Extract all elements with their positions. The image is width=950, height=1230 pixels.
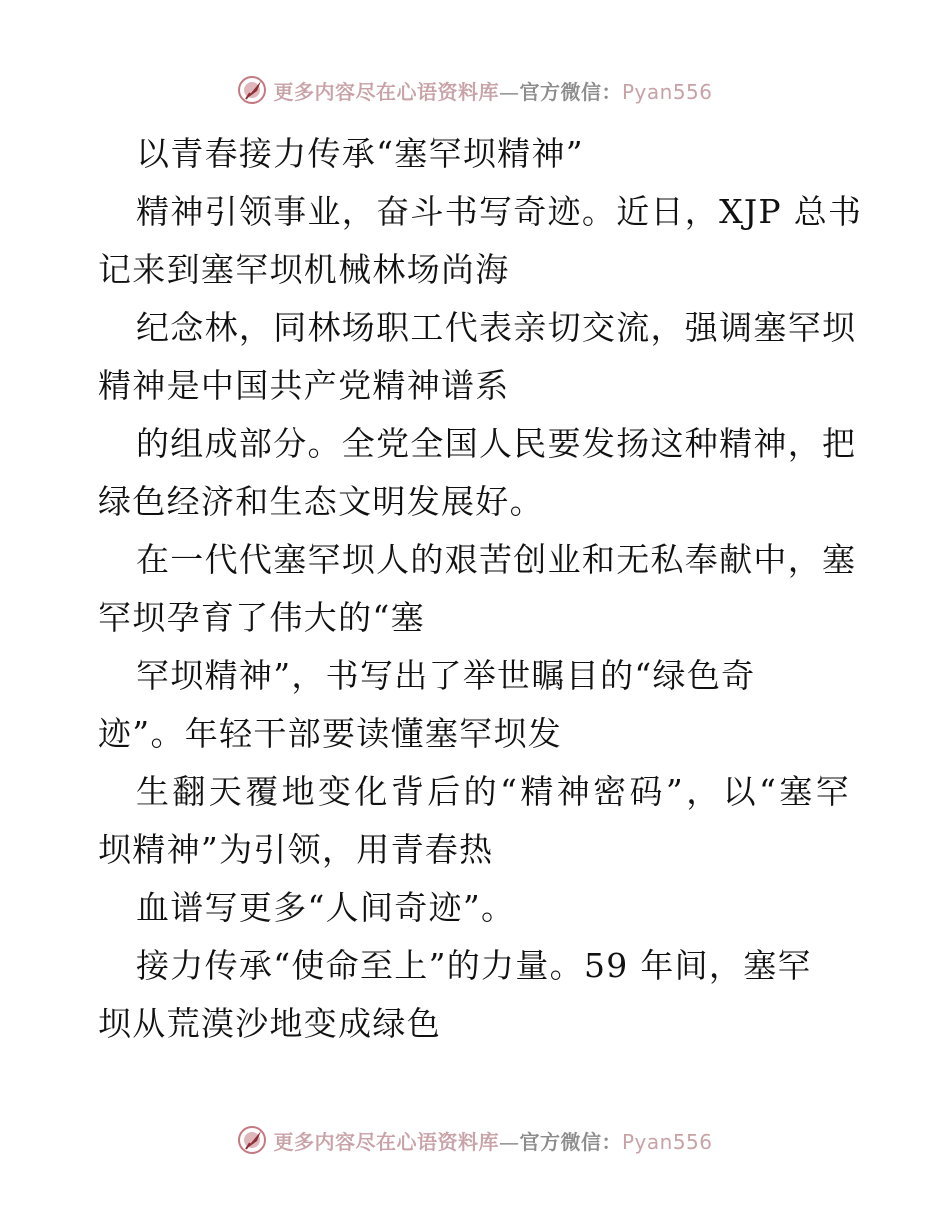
text-line: 坝精神”为引领，用青春热 <box>98 830 494 869</box>
watermark-separator: — <box>498 1129 520 1154</box>
quill-logo-icon <box>237 75 267 105</box>
text-line: 记来到塞罕坝机械林场尚海 <box>98 250 510 289</box>
watermark-content <box>237 75 712 105</box>
text-line: 罕坝孕育了伟大的“塞 <box>98 598 425 637</box>
document-title: 以青春接力传承“塞罕坝精神” <box>136 134 584 173</box>
text-line: 生翻天覆地变化背后的“精神密码”，以“塞罕 <box>136 772 850 811</box>
watermark-site-text: 更多内容尽在心语资料库 <box>273 79 499 104</box>
watermark-wechat-id: Pyan556 <box>621 1129 713 1154</box>
text-line: 精神是中国共产党精神谱系 <box>98 366 510 405</box>
header-watermark <box>0 70 950 110</box>
text-line: 在一代代塞罕坝人的艰苦创业和无私奉献中，塞 <box>136 540 857 579</box>
watermark-text <box>273 76 712 105</box>
watermark-wechat-label: 官方微信： <box>519 79 622 104</box>
watermark-text <box>273 1126 712 1155</box>
watermark-wechat-id: Pyan556 <box>621 79 713 104</box>
watermark-content <box>237 1125 712 1155</box>
text-line: 的组成部分。全党全国人民要发扬这种精神，把 <box>136 424 857 463</box>
text-line: 坝从荒漠沙地变成绿色 <box>98 1004 441 1043</box>
text-line: 接力传承“使命至上”的力量。59 年间，塞罕 <box>136 946 812 985</box>
text-line: 罕坝精神”，书写出了举世瞩目的“绿色奇 <box>136 656 756 695</box>
watermark-site-text: 更多内容尽在心语资料库 <box>273 1129 499 1154</box>
text-line: 血谱写更多“人间奇迹”。 <box>136 888 516 927</box>
document-body <box>98 125 863 1053</box>
footer-watermark <box>0 1120 950 1160</box>
text-line: 绿色经济和生态文明发展好。 <box>98 482 544 521</box>
text-line: 纪念林，同林场职工代表亲切交流，强调塞罕坝 <box>136 308 857 347</box>
watermark-separator: — <box>498 79 520 104</box>
text-line: 迹”。年轻干部要读懂塞罕坝发 <box>98 714 563 753</box>
quill-logo-icon <box>237 1125 267 1155</box>
text-line: 精神引领事业，奋斗书写奇迹。近日，XJP 总书 <box>136 192 863 231</box>
watermark-wechat-label: 官方微信： <box>519 1129 622 1154</box>
